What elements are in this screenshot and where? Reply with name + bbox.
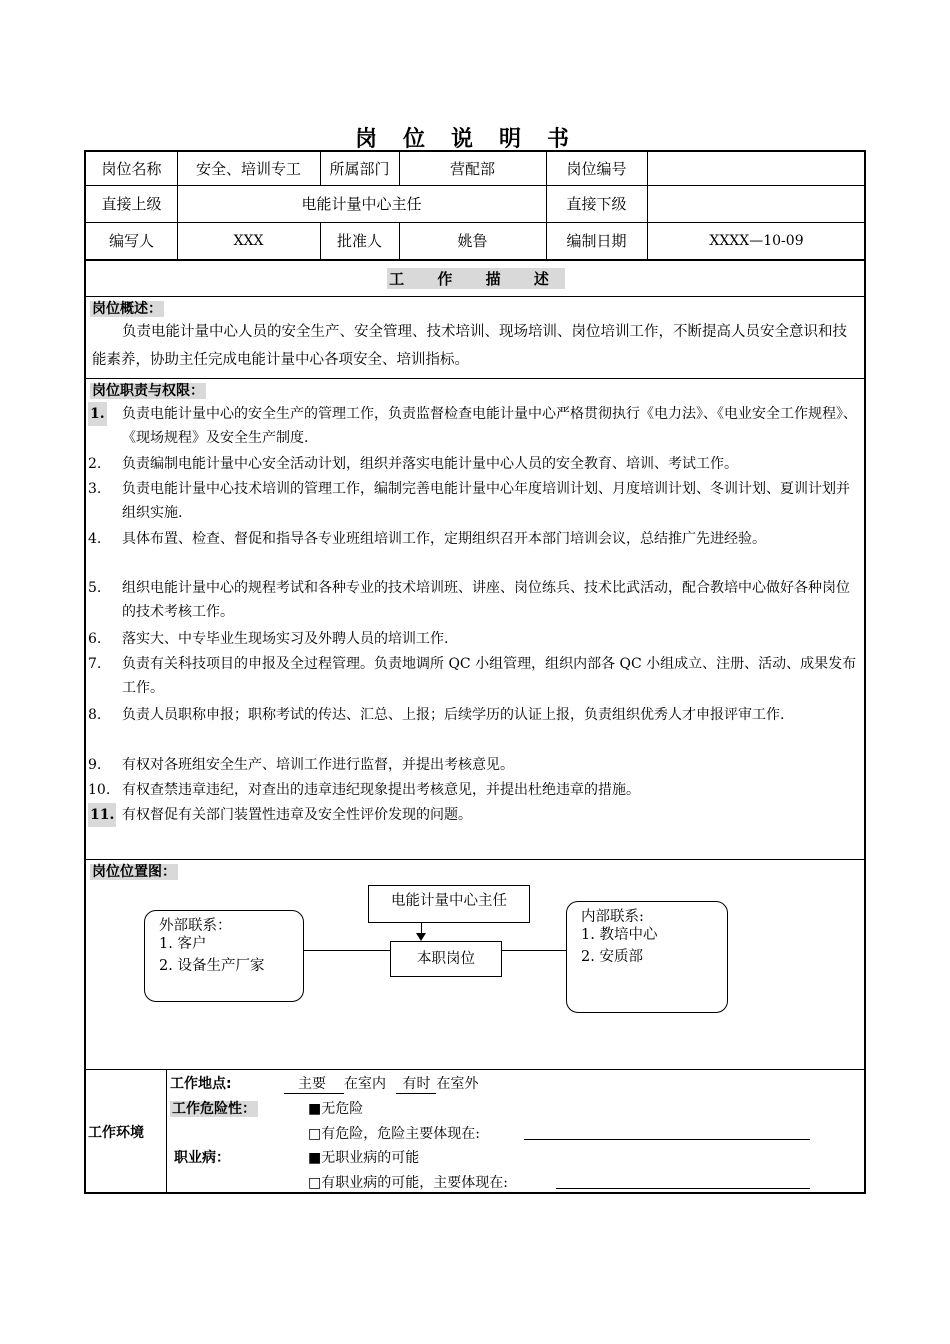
job-description-table [84,150,866,1194]
value-superior: 电能计量中心主任 [301,195,422,213]
duty-item: 9. 有权对各班组安全生产、培训工作进行监督，并提出考核意见。 [88,757,514,773]
duty-item: 10. 有权查禁违章违纪，对查出的违章违纪现象提出考核意见，并提出杜绝违章的措施。 [88,782,640,798]
value-approver: 姚鲁 [457,232,488,250]
internal-contact-item: 2. 安质部 [581,949,643,965]
label-department: 所属部门 [329,160,390,178]
location-sometimes: 有时 [396,1073,436,1094]
duty-item: 4. 具体布置、检查、督促和指导各专业班组培训工作，定期组织召开本部门培训会议，总结推广先进经验。 [88,531,766,547]
label-position-name: 岗位名称 [101,160,162,178]
external-contact-item: 2. 设备生产厂家 [159,958,265,974]
superior-box: 电能计量中心主任 [368,885,530,923]
duty-item: 6. 落实大、中专毕业生现场实习及外聘人员的培训工作. [88,631,449,647]
hazard-label-wrap [170,1098,258,1118]
connector-line [304,950,390,951]
value-subordinate [647,185,866,222]
label-author: 编写人 [108,232,154,250]
disease-some: □有职业病的可能，主要体现在: [308,1175,508,1191]
row-divider [86,378,866,379]
external-contact-item: 1. 客户 [159,936,207,952]
duty-item: 8. 负责人员职称申报；职称考试的传达、汇总、上报；后续学历的认证上报，负责组织优秀人才申报评审工作. [88,707,785,723]
hazard-some: □有危险，危险主要体现在: [308,1126,480,1142]
duties-heading: 岗位职责与权限： [92,383,204,399]
duty-item: 7. 负责有关科技项目的申报及全过程管理。负责地调所 QC 小组管理，组织内部各 QC 小组成立、注册、活动、成果发布工作。 [88,656,857,696]
connector-line [502,950,566,951]
hazard-blank-line [524,1139,810,1140]
duty-item: 11. 有权督促有关部门装置性违章及安全性评价发现的问题。 [88,803,858,827]
arrow-down-icon [416,933,426,941]
duty-item: 2. 负责编制电能计量中心安全活动计划，组织并落实电能计量中心人员的安全教育、培训、考试工作。 [88,456,738,472]
label-subordinate: 直接下级 [566,195,627,213]
disease-blank-line [556,1188,810,1189]
position-chart-heading: 岗位位置图： [92,864,176,880]
row-divider [86,1069,866,1070]
internal-contacts-title: 内部联系: [581,909,644,925]
location-main-suffix: 在室内 [344,1076,386,1092]
page-title: 岗位说明书 [354,127,595,152]
hazard-label: 工作危险性： [172,1101,256,1117]
col-divider [166,1069,167,1194]
value-position-name: 安全、培训专工 [195,160,301,178]
internal-contact-item: 1. 教培中心 [581,927,658,943]
internal-contacts-box [566,901,728,1013]
value-author: XXX [233,232,264,249]
hazard-none: ■无危险 [308,1101,364,1117]
duty-item: 3. 负责电能计量中心技术培训的管理工作，编制完善电能计量中心年度培训计划、月度培训计划、冬训计划、夏训计划并组织实施. [88,481,850,521]
location-sometimes-suffix: 在室外 [436,1076,479,1092]
label-date: 编制日期 [566,232,627,250]
disease-label: 职业病： [174,1150,230,1166]
overview-heading: 岗位概述： [92,301,162,317]
external-contacts-box [144,910,304,1002]
location-main: 主要 [284,1073,344,1094]
overview-text: 负责电能计量中心人员的安全生产、安全管理、技术培训、现场培训、岗位培训工作，不断提高人员安全意识和技能素养，协助主任完成电能计量中心各项安全、培训指标。 [92,324,847,368]
value-date: XXXX—10-09 [709,232,804,249]
work-description-title: 工 作 描 述 [389,269,563,288]
external-contacts-title: 外部联系： [159,918,232,934]
label-approver: 批准人 [336,232,382,250]
label-position-code: 岗位编号 [566,160,627,178]
row-divider [86,296,866,297]
value-position-code [647,152,866,185]
location-label: 工作地点: [170,1076,232,1092]
value-department: 营配部 [449,160,495,178]
label-superior: 直接上级 [101,195,162,213]
environment-label: 工作环境 [88,1125,144,1141]
row-divider [86,859,866,860]
disease-none: ■无职业病的可能 [308,1150,420,1166]
self-position-box: 本职岗位 [390,941,502,977]
location-row [170,1073,860,1093]
duty-item: 1. 负责电能计量中心的安全生产的管理工作，负责监督检查电能计量中心严格贯彻执行《电力法》、《电业安全工作规程》、《现场规程》及安全生产制度. [88,402,858,450]
duty-item: 5. 组织电能计量中心的规程考试和各种专业的技术培训班、讲座、岗位练兵、技术比武活动，配合教培中心做好各种岗位的技术考核工作。 [88,580,850,620]
